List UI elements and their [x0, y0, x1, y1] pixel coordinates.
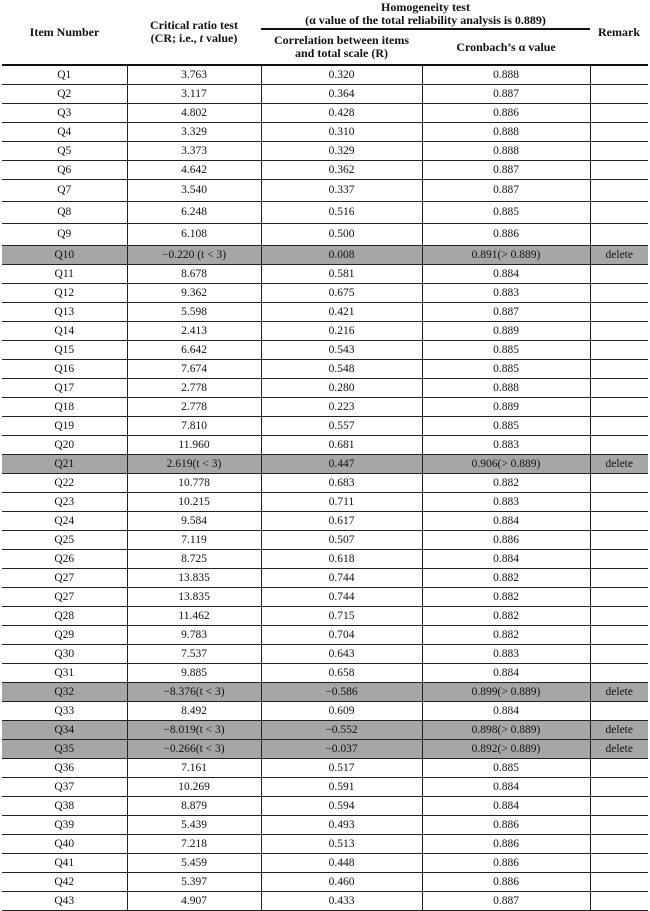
header-correlation: [261, 29, 422, 65]
critical-ratio-cell: 8.879: [127, 797, 261, 816]
cronbach-alpha-cell: 0.882: [422, 569, 590, 588]
remark-cell: [590, 379, 648, 398]
remark-cell: [590, 104, 648, 123]
correlation-cell: 0.516: [261, 202, 422, 224]
correlation-cell: 0.310: [261, 123, 422, 142]
cronbach-alpha-cell: 0.906(> 0.889): [422, 455, 590, 474]
correlation-cell: 0.711: [261, 493, 422, 512]
table-row: [2, 161, 648, 180]
cronbach-alpha-cell: 0.886: [422, 873, 590, 892]
table-row: [2, 265, 648, 284]
critical-ratio-cell: 10.778: [127, 474, 261, 493]
table-row: [2, 721, 648, 740]
table-row: [2, 702, 648, 721]
item-number-cell: Q27: [2, 588, 127, 607]
correlation-cell: 0.428: [261, 104, 422, 123]
header-remark: [590, 0, 648, 65]
correlation-cell: 0.517: [261, 759, 422, 778]
remark-cell: [590, 626, 648, 645]
header-item-number: [2, 0, 127, 65]
cronbach-alpha-cell: 0.887: [422, 892, 590, 911]
header-homogeneity-line2: (α value of the total reliability analysis is 0.889): [305, 13, 546, 27]
remark-cell: [590, 322, 648, 341]
cronbach-alpha-cell: 0.891(> 0.889): [422, 246, 590, 265]
table-row: [2, 873, 648, 892]
critical-ratio-cell: 7.218: [127, 835, 261, 854]
critical-ratio-cell: 9.362: [127, 284, 261, 303]
remark-cell: [590, 835, 648, 854]
item-number-cell: Q7: [2, 180, 127, 202]
cronbach-alpha-cell: 0.886: [422, 104, 590, 123]
item-number-cell: Q5: [2, 142, 127, 161]
cronbach-alpha-cell: 0.884: [422, 550, 590, 569]
table-row: [2, 322, 648, 341]
table-row: [2, 360, 648, 379]
remark-cell: [590, 341, 648, 360]
remark-cell: [590, 702, 648, 721]
correlation-cell: 0.500: [261, 224, 422, 246]
remark-cell: [590, 142, 648, 161]
critical-ratio-cell: 4.642: [127, 161, 261, 180]
critical-ratio-cell: 10.269: [127, 778, 261, 797]
cronbach-alpha-cell: 0.889: [422, 398, 590, 417]
critical-ratio-cell: 6.248: [127, 202, 261, 224]
item-number-cell: Q38: [2, 797, 127, 816]
header-cr-line2-end: value): [202, 31, 238, 45]
item-number-cell: Q8: [2, 202, 127, 224]
correlation-cell: 0.460: [261, 873, 422, 892]
cronbach-alpha-cell: 0.883: [422, 493, 590, 512]
table-row: [2, 797, 648, 816]
critical-ratio-cell: 8.725: [127, 550, 261, 569]
remark-cell: [590, 202, 648, 224]
critical-ratio-cell: 5.439: [127, 816, 261, 835]
cronbach-alpha-cell: 0.887: [422, 161, 590, 180]
remark-cell: [590, 284, 648, 303]
table-row: [2, 645, 648, 664]
item-number-cell: Q9: [2, 224, 127, 246]
cronbach-alpha-cell: 0.888: [422, 379, 590, 398]
item-number-cell: Q32: [2, 683, 127, 702]
correlation-cell: 0.683: [261, 474, 422, 493]
critical-ratio-cell: 2.778: [127, 379, 261, 398]
header-cr-line2: (CR; i.e.,: [150, 31, 200, 45]
correlation-cell: 0.447: [261, 455, 422, 474]
critical-ratio-cell: 4.802: [127, 104, 261, 123]
critical-ratio-cell: 8.678: [127, 265, 261, 284]
correlation-cell: 0.280: [261, 379, 422, 398]
critical-ratio-cell: 11.960: [127, 436, 261, 455]
remark-cell: [590, 892, 648, 911]
critical-ratio-cell: −0.220 (t < 3): [127, 246, 261, 265]
critical-ratio-cell: 10.215: [127, 493, 261, 512]
item-number-cell: Q13: [2, 303, 127, 322]
correlation-cell: 0.609: [261, 702, 422, 721]
correlation-cell: 0.704: [261, 626, 422, 645]
correlation-cell: 0.507: [261, 531, 422, 550]
remark-cell: [590, 512, 648, 531]
cronbach-alpha-cell: 0.885: [422, 417, 590, 436]
critical-ratio-cell: 7.674: [127, 360, 261, 379]
critical-ratio-cell: −8.376(t < 3): [127, 683, 261, 702]
item-number-cell: Q1: [2, 65, 127, 85]
remark-cell: [590, 436, 648, 455]
item-number-cell: Q37: [2, 778, 127, 797]
remark-cell: [590, 607, 648, 626]
item-number-cell: Q28: [2, 607, 127, 626]
cronbach-alpha-cell: 0.886: [422, 835, 590, 854]
cronbach-alpha-cell: 0.882: [422, 626, 590, 645]
table-row: [2, 816, 648, 835]
cronbach-alpha-cell: 0.887: [422, 180, 590, 202]
cronbach-alpha-cell: 0.884: [422, 265, 590, 284]
cronbach-alpha-cell: 0.882: [422, 588, 590, 607]
table-row: [2, 569, 648, 588]
correlation-cell: −0.586: [261, 683, 422, 702]
correlation-cell: 0.643: [261, 645, 422, 664]
table-row: [2, 778, 648, 797]
correlation-cell: 0.548: [261, 360, 422, 379]
item-number-cell: Q31: [2, 664, 127, 683]
cronbach-alpha-cell: 0.892(> 0.889): [422, 740, 590, 759]
cronbach-alpha-cell: 0.886: [422, 224, 590, 246]
table-row: [2, 512, 648, 531]
item-number-cell: Q25: [2, 531, 127, 550]
header-cr-t: t: [199, 31, 203, 45]
remark-cell: [590, 123, 648, 142]
remark-cell: [590, 161, 648, 180]
correlation-cell: 0.513: [261, 835, 422, 854]
header-cronbach: [422, 29, 590, 65]
correlation-cell: 0.223: [261, 398, 422, 417]
remark-cell: delete: [590, 246, 648, 265]
critical-ratio-cell: 3.373: [127, 142, 261, 161]
item-number-cell: Q14: [2, 322, 127, 341]
header-item-number-text: Item Number: [29, 24, 100, 39]
critical-ratio-cell: 9.584: [127, 512, 261, 531]
remark-cell: [590, 550, 648, 569]
critical-ratio-cell: 3.329: [127, 123, 261, 142]
item-number-cell: Q36: [2, 759, 127, 778]
header-cr-line1: Critical ratio test: [150, 18, 238, 33]
correlation-cell: 0.617: [261, 512, 422, 531]
item-number-cell: Q39: [2, 816, 127, 835]
item-number-cell: Q27: [2, 569, 127, 588]
cronbach-alpha-cell: 0.884: [422, 702, 590, 721]
remark-cell: delete: [590, 740, 648, 759]
table-row: [2, 417, 648, 436]
cronbach-alpha-cell: 0.886: [422, 816, 590, 835]
table-row: [2, 664, 648, 683]
correlation-cell: 0.581: [261, 265, 422, 284]
remark-cell: [590, 797, 648, 816]
critical-ratio-cell: 7.119: [127, 531, 261, 550]
critical-ratio-cell: −0.266(t < 3): [127, 740, 261, 759]
item-number-cell: Q42: [2, 873, 127, 892]
table-row: [2, 398, 648, 417]
item-number-cell: Q10: [2, 246, 127, 265]
remark-cell: [590, 180, 648, 202]
cronbach-alpha-cell: 0.889: [422, 322, 590, 341]
critical-ratio-cell: 3.540: [127, 180, 261, 202]
table-row: [2, 854, 648, 873]
table-header: [2, 0, 648, 65]
remark-cell: delete: [590, 721, 648, 740]
critical-ratio-cell: 13.835: [127, 588, 261, 607]
remark-cell: [590, 588, 648, 607]
remark-cell: [590, 224, 648, 246]
header-homogeneity-test: [261, 0, 590, 29]
header-correlation-line1: Correlation between items: [273, 33, 410, 48]
correlation-cell: 0.216: [261, 322, 422, 341]
item-number-cell: Q20: [2, 436, 127, 455]
table-row: [2, 588, 648, 607]
remark-cell: [590, 854, 648, 873]
item-number-cell: Q34: [2, 721, 127, 740]
remark-cell: [590, 303, 648, 322]
item-number-cell: Q17: [2, 379, 127, 398]
item-number-cell: Q3: [2, 104, 127, 123]
table-row: [2, 835, 648, 854]
correlation-cell: 0.744: [261, 588, 422, 607]
table-row: [2, 303, 648, 322]
table-row: [2, 531, 648, 550]
critical-ratio-cell: 7.161: [127, 759, 261, 778]
correlation-cell: 0.658: [261, 664, 422, 683]
correlation-cell: 0.594: [261, 797, 422, 816]
remark-cell: [590, 759, 648, 778]
table-row: [2, 284, 648, 303]
correlation-cell: 0.618: [261, 550, 422, 569]
item-number-cell: Q33: [2, 702, 127, 721]
cronbach-alpha-cell: 0.883: [422, 436, 590, 455]
item-number-cell: Q16: [2, 360, 127, 379]
correlation-cell: 0.557: [261, 417, 422, 436]
correlation-cell: 0.591: [261, 778, 422, 797]
remark-cell: [590, 778, 648, 797]
item-analysis-table: [2, 0, 648, 911]
cronbach-alpha-cell: 0.882: [422, 607, 590, 626]
table-row: [2, 142, 648, 161]
remark-cell: [590, 65, 648, 85]
correlation-cell: 0.364: [261, 85, 422, 104]
item-number-cell: Q4: [2, 123, 127, 142]
table-row: [2, 341, 648, 360]
cronbach-alpha-cell: 0.884: [422, 664, 590, 683]
correlation-cell: 0.362: [261, 161, 422, 180]
correlation-cell: 0.448: [261, 854, 422, 873]
cronbach-alpha-cell: 0.885: [422, 202, 590, 224]
cronbach-alpha-cell: 0.899(> 0.889): [422, 683, 590, 702]
cronbach-alpha-cell: 0.888: [422, 123, 590, 142]
remark-cell: [590, 360, 648, 379]
table-row: [2, 683, 648, 702]
cronbach-alpha-cell: 0.883: [422, 645, 590, 664]
critical-ratio-cell: 7.537: [127, 645, 261, 664]
remark-cell: [590, 873, 648, 892]
cronbach-alpha-cell: 0.886: [422, 854, 590, 873]
table-row: [2, 474, 648, 493]
table-row: [2, 436, 648, 455]
header-homogeneity-line1: Homogeneity test: [381, 0, 470, 15]
correlation-cell: 0.329: [261, 142, 422, 161]
critical-ratio-cell: 9.885: [127, 664, 261, 683]
table-row: [2, 607, 648, 626]
item-number-cell: Q11: [2, 265, 127, 284]
table-row: [2, 202, 648, 224]
item-number-cell: Q22: [2, 474, 127, 493]
cronbach-alpha-cell: 0.886: [422, 531, 590, 550]
critical-ratio-cell: 3.763: [127, 65, 261, 85]
item-number-cell: Q19: [2, 417, 127, 436]
critical-ratio-cell: 4.907: [127, 892, 261, 911]
item-number-cell: Q29: [2, 626, 127, 645]
correlation-cell: 0.543: [261, 341, 422, 360]
table-row: [2, 550, 648, 569]
cronbach-alpha-cell: 0.884: [422, 512, 590, 531]
correlation-cell: 0.744: [261, 569, 422, 588]
cronbach-alpha-cell: 0.887: [422, 303, 590, 322]
remark-cell: [590, 398, 648, 417]
item-number-cell: Q26: [2, 550, 127, 569]
table-row: [2, 180, 648, 202]
cronbach-alpha-cell: 0.888: [422, 142, 590, 161]
table-row: [2, 759, 648, 778]
table-row: [2, 493, 648, 512]
table-row: [2, 224, 648, 246]
cronbach-alpha-cell: 0.884: [422, 797, 590, 816]
header-cronbach-text: Cronbach’s α value: [456, 39, 556, 54]
table-row: [2, 892, 648, 911]
item-number-cell: Q43: [2, 892, 127, 911]
critical-ratio-cell: 8.492: [127, 702, 261, 721]
table-row: [2, 123, 648, 142]
remark-cell: [590, 265, 648, 284]
item-number-cell: Q40: [2, 835, 127, 854]
remark-cell: delete: [590, 455, 648, 474]
remark-cell: [590, 816, 648, 835]
header-correlation-line2: and total scale (R): [295, 46, 388, 60]
critical-ratio-cell: 5.598: [127, 303, 261, 322]
cronbach-alpha-cell: 0.882: [422, 474, 590, 493]
cronbach-alpha-cell: 0.885: [422, 341, 590, 360]
critical-ratio-cell: 9.783: [127, 626, 261, 645]
critical-ratio-cell: 13.835: [127, 569, 261, 588]
header-critical-ratio: [127, 0, 261, 65]
correlation-cell: −0.037: [261, 740, 422, 759]
critical-ratio-cell: 7.810: [127, 417, 261, 436]
critical-ratio-cell: 2.778: [127, 398, 261, 417]
correlation-cell: 0.008: [261, 246, 422, 265]
remark-cell: [590, 493, 648, 512]
remark-cell: [590, 664, 648, 683]
correlation-cell: 0.675: [261, 284, 422, 303]
correlation-cell: 0.715: [261, 607, 422, 626]
header-remark-text: Remark: [598, 24, 640, 39]
critical-ratio-cell: 11.462: [127, 607, 261, 626]
cronbach-alpha-cell: 0.883: [422, 284, 590, 303]
correlation-cell: 0.681: [261, 436, 422, 455]
table-row: [2, 246, 648, 265]
table-row: [2, 104, 648, 123]
remark-cell: delete: [590, 683, 648, 702]
correlation-cell: 0.493: [261, 816, 422, 835]
remark-cell: [590, 474, 648, 493]
remark-cell: [590, 417, 648, 436]
item-number-cell: Q12: [2, 284, 127, 303]
table-row: [2, 740, 648, 759]
cronbach-alpha-cell: 0.884: [422, 778, 590, 797]
item-number-cell: Q18: [2, 398, 127, 417]
critical-ratio-cell: 5.459: [127, 854, 261, 873]
cronbach-alpha-cell: 0.885: [422, 360, 590, 379]
item-number-cell: Q15: [2, 341, 127, 360]
table-row: [2, 85, 648, 104]
item-number-cell: Q2: [2, 85, 127, 104]
remark-cell: [590, 645, 648, 664]
table-row: [2, 65, 648, 85]
correlation-cell: 0.320: [261, 65, 422, 85]
cronbach-alpha-cell: 0.885: [422, 759, 590, 778]
remark-cell: [590, 85, 648, 104]
item-number-cell: Q30: [2, 645, 127, 664]
cronbach-alpha-cell: 0.888: [422, 65, 590, 85]
remark-cell: [590, 531, 648, 550]
table-row: [2, 455, 648, 474]
item-number-cell: Q35: [2, 740, 127, 759]
cronbach-alpha-cell: 0.887: [422, 85, 590, 104]
critical-ratio-cell: 6.642: [127, 341, 261, 360]
table-row: [2, 626, 648, 645]
critical-ratio-cell: −8.019(t < 3): [127, 721, 261, 740]
item-number-cell: Q6: [2, 161, 127, 180]
item-number-cell: Q23: [2, 493, 127, 512]
remark-cell: [590, 569, 648, 588]
correlation-cell: −0.552: [261, 721, 422, 740]
critical-ratio-cell: 6.108: [127, 224, 261, 246]
critical-ratio-cell: 2.413: [127, 322, 261, 341]
table-row: [2, 379, 648, 398]
correlation-cell: 0.337: [261, 180, 422, 202]
cronbach-alpha-cell: 0.898(> 0.889): [422, 721, 590, 740]
correlation-cell: 0.433: [261, 892, 422, 911]
critical-ratio-cell: 2.619(t < 3): [127, 455, 261, 474]
critical-ratio-cell: 3.117: [127, 85, 261, 104]
correlation-cell: 0.421: [261, 303, 422, 322]
item-number-cell: Q41: [2, 854, 127, 873]
item-number-cell: Q24: [2, 512, 127, 531]
item-number-cell: Q21: [2, 455, 127, 474]
table-body: [2, 65, 648, 911]
critical-ratio-cell: 5.397: [127, 873, 261, 892]
